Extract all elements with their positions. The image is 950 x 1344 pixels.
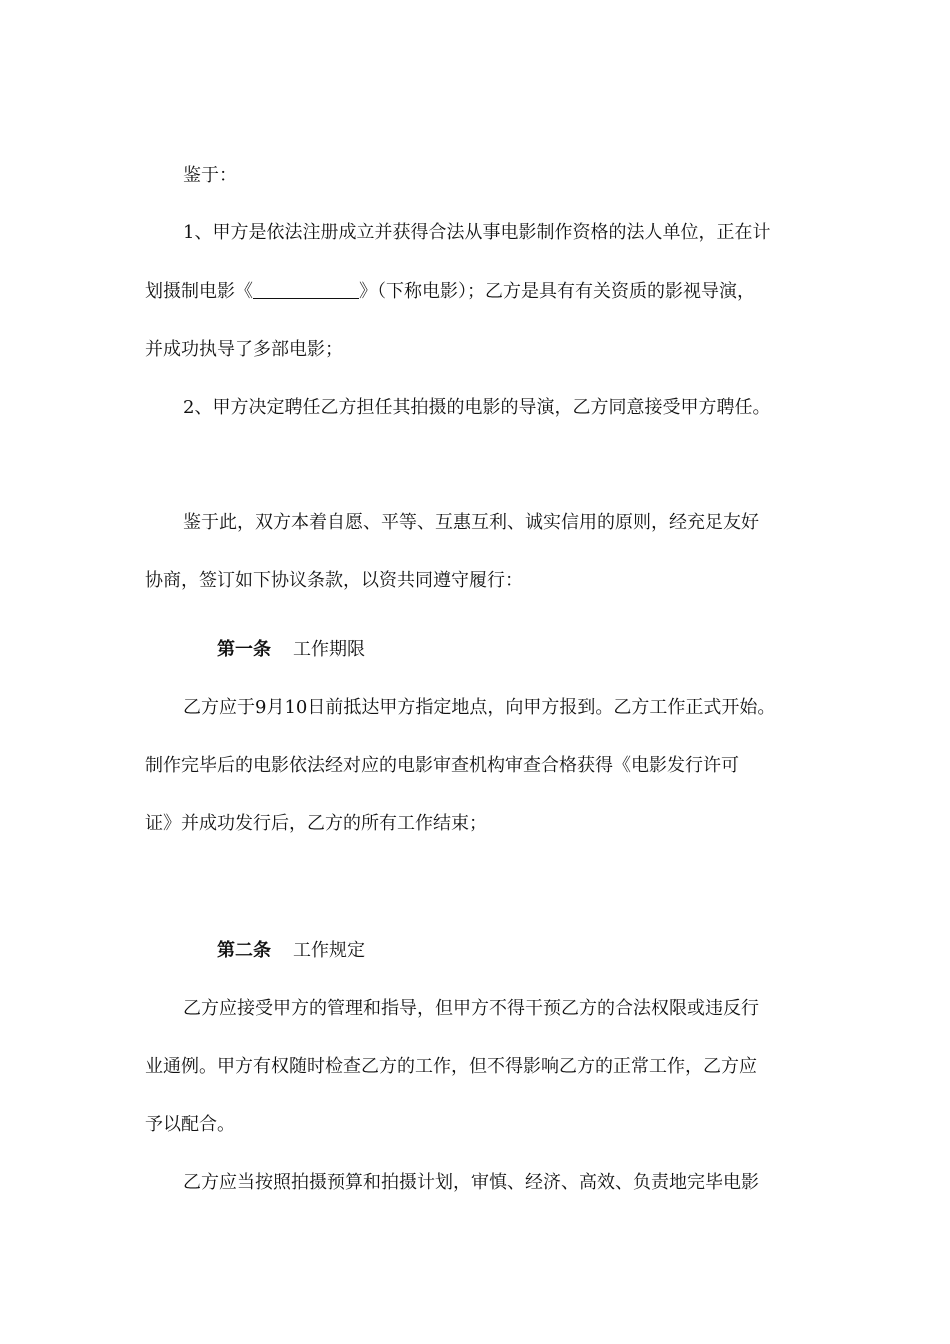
- text-line: 制作完毕后的电影依法经对应的电影审查机构审查合格获得《电影发行许可: [145, 755, 739, 776]
- article-2-heading: [217, 939, 365, 963]
- text-line: 乙方应于9月10日前抵达甲方指定地点，向甲方报到。乙方工作正式开始。: [183, 697, 776, 718]
- agreement-line-1: [183, 511, 759, 535]
- paragraph-intro: [183, 164, 237, 188]
- article-2-line-3: [145, 1113, 235, 1137]
- article-title: 工作期限: [293, 639, 365, 660]
- text-line: 划摄制电影《: [145, 281, 253, 302]
- text-line: 乙方应接受甲方的管理和指导，但甲方不得干预乙方的合法权限或违反行: [183, 998, 759, 1019]
- agreement-line-2: [145, 569, 523, 593]
- article-1-line-3: [145, 812, 487, 836]
- text-line: 证》并成功发行后，乙方的所有工作结束；: [145, 813, 487, 834]
- text-line: 鉴于此，双方本着自愿、平等、互惠互利、诚实信用的原则，经充足友好: [183, 512, 759, 533]
- text-line: 》（下称电影）；乙方是具有有关资质的影视导演，: [359, 281, 755, 302]
- text-line: 协商，签订如下协议条款，以资共同遵守履行：: [145, 570, 523, 591]
- clause-1-line-1: [183, 221, 770, 245]
- text-line: 2、甲方决定聘任乙方担任其拍摄的电影的导演，乙方同意接受甲方聘任。: [183, 397, 771, 418]
- film-title-blank: [253, 280, 359, 299]
- article-1-line-1: [183, 696, 775, 720]
- text-line: 并成功执导了多部电影；: [145, 339, 343, 360]
- text-line: 乙方应当按照拍摄预算和拍摄计划，审慎、经济、高效、负责地完毕电影: [183, 1172, 759, 1193]
- text-line: 1、甲方是依法注册成立并获得合法从事电影制作资格的法人单位，正在计: [183, 222, 771, 243]
- text-line: 业通例。甲方有权随时检查乙方的工作，但不得影响乙方的正常工作，乙方应: [145, 1056, 757, 1077]
- article-2-line-1: [183, 997, 759, 1021]
- text-line: 鉴于：: [183, 165, 237, 186]
- clause-1-line-3: [145, 338, 343, 362]
- article-title: 工作规定: [293, 940, 365, 961]
- article-number: 第二条: [217, 940, 271, 961]
- clause-1-line-2: [145, 280, 755, 304]
- article-2-line-2: [145, 1055, 757, 1079]
- article-number: 第一条: [217, 639, 271, 660]
- article-2-line-4: [183, 1171, 759, 1195]
- text-line: 予以配合。: [145, 1114, 235, 1135]
- article-1-heading: [217, 638, 365, 662]
- clause-2-line-1: [183, 396, 770, 420]
- article-1-line-2: [145, 754, 739, 778]
